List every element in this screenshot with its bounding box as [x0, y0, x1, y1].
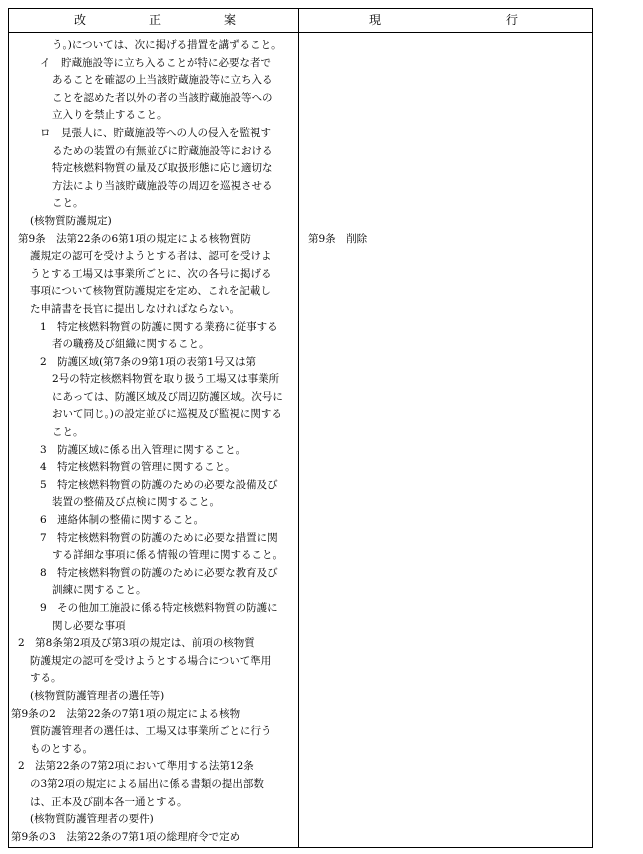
article-9-2	[9, 706, 298, 759]
proposed-line: 8 特定核燃料物質の防護のために必要な教育及び	[40, 566, 278, 579]
proposed-line: 第9条 法第22条の6第1項の規定による核物質防	[18, 232, 251, 245]
proposed-line: うとする工場又は事業所ごとに、次の各号に掲げる	[30, 267, 272, 280]
article-9-paragraph-2	[9, 635, 298, 688]
proposed-line: にあっては、防護区域及び周辺防護区域。次号に	[52, 390, 283, 403]
article-9-2-paragraph-2	[9, 758, 298, 811]
proposed-line: ことを認めた者以外の者の当該貯蔵施設等への	[52, 91, 273, 104]
article-caption: (核物質防護管理者の要件)	[30, 813, 154, 826]
proposed-column	[9, 33, 298, 847]
proposed-line: 2 法第22条の7第2項において準用する法第12条	[18, 760, 254, 773]
proposed-line: 6 連絡体制の整備に関すること。	[40, 514, 205, 527]
item-3	[9, 442, 298, 460]
article-9-3	[9, 829, 298, 847]
proposed-line: ものとする。	[30, 742, 93, 755]
proposed-line: おいて同じ。)の設定並びに巡視及び監視に関する	[52, 408, 282, 421]
proposed-line: 9 その他加工施設に係る特定核燃料物質の防護に	[40, 602, 278, 614]
proposed-line: は、正本及び副本各一通とする。	[30, 795, 188, 808]
item-8	[9, 565, 298, 600]
proposed-line: 第9条の3 法第22条の7第1項の総理府令で定め	[11, 830, 241, 843]
current-article-9: 第9条 削除	[308, 232, 368, 245]
proposed-line: 装置の整備及び点検に関すること。	[52, 496, 220, 509]
proposed-line: 2 防護区域(第7条の9第1項の表第1号又は第	[40, 355, 256, 368]
proposed-line: 事項について核物質防護規定を定め、これを記載し	[30, 285, 271, 298]
item-7	[9, 530, 298, 565]
proposed-line: する詳細な事項に係る情報の管理に関すること。	[52, 549, 283, 562]
proposed-line: るための装置の有無並びに貯蔵施設等における	[52, 144, 273, 157]
proposed-line: た申請書を長官に提出しなければならない。	[30, 302, 240, 315]
proposed-line: 訓練に関すること。	[52, 584, 147, 597]
proposed-line: こと。	[52, 426, 84, 439]
current-column	[298, 33, 592, 847]
item-5	[9, 477, 298, 512]
proposed-line: 2号の特定核燃料物質を取り扱う工場又は事業所	[52, 373, 280, 386]
proposed-line: う。)については、次に掲げる措置を講ずること。	[52, 39, 282, 51]
article-9	[9, 231, 298, 319]
proposed-line: 4 特定核燃料物質の管理に関すること。	[40, 461, 236, 474]
subitem-ro	[9, 125, 298, 213]
proposed-line: 護規定の認可を受けようとする者は、認可を受けよ	[30, 250, 272, 263]
proposed-line: 質防護管理者の選任は、工場又は事業所ごとに行う	[30, 725, 272, 738]
caption-article-9-2	[9, 688, 298, 706]
item-6	[9, 512, 298, 530]
proposed-line: 3 防護区域に係る出入管理に関すること。	[40, 443, 247, 456]
proposed-line: 特定核燃料物質の量及び取扱形態に応じ適切な	[52, 162, 273, 175]
subitem-i	[9, 55, 298, 125]
header-current: 現行	[298, 9, 593, 33]
proposed-line: 7 特定核燃料物質の防護のために必要な措置に関	[40, 531, 278, 544]
comparison-table	[8, 8, 643, 848]
item-4	[9, 459, 298, 477]
article-caption: (核物質防護管理者の選任等)	[30, 689, 165, 702]
caption-article-9	[9, 213, 298, 231]
continuation-paragraph	[9, 37, 298, 55]
proposed-line: ロ 見張人に、貯蔵施設等への人の侵入を監視す	[40, 126, 271, 139]
caption-article-9-3	[9, 811, 298, 829]
proposed-line: あることを確認の上当該貯蔵施設等に立ち入る	[52, 74, 273, 87]
proposed-line: こと。	[52, 197, 84, 210]
proposed-line: の3第2項の規定による届出に係る書類の提出部数	[30, 777, 264, 790]
proposed-line: 方法により当該貯蔵施設等の周辺を巡視させる	[52, 179, 273, 192]
proposed-line: 者の職務及び組織に関すること。	[52, 338, 210, 351]
proposed-line: 立入りを禁止すること。	[52, 109, 168, 122]
article-caption: (核物質防護規定)	[30, 214, 112, 227]
proposed-line: イ 貯蔵施設等に立ち入ることが特に必要な者で	[40, 56, 271, 69]
item-2	[9, 354, 298, 442]
header-proposed: 改正案	[9, 9, 298, 33]
proposed-line: 防護規定の認可を受けようとする場合について準用	[30, 654, 272, 667]
proposed-line: 2 第8条第2項及び第3項の規定は、前項の核物質	[18, 637, 255, 650]
proposed-line: 第9条の2 法第22条の7第1項の規定による核物	[11, 707, 241, 720]
proposed-line: 1 特定核燃料物質の防護に関する業務に従事する	[40, 320, 278, 333]
item-9	[9, 600, 298, 635]
proposed-line: 関し必要な事項	[52, 619, 126, 632]
proposed-line: する。	[30, 672, 62, 685]
proposed-line: 5 特定核燃料物質の防護のための必要な設備及び	[40, 478, 278, 491]
item-1	[9, 319, 298, 354]
